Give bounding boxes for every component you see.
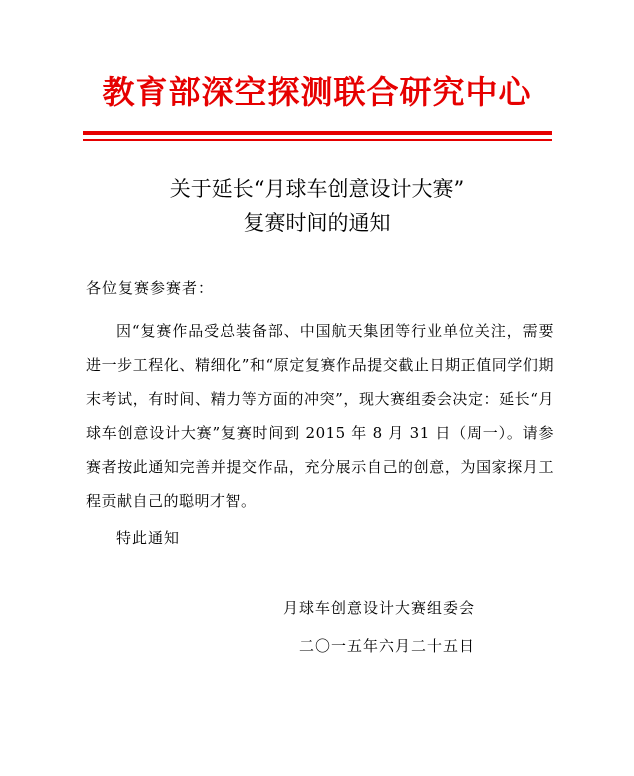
letterhead-rule-thin bbox=[83, 139, 552, 141]
signature-organization: 月球车创意设计大赛组委会 bbox=[283, 599, 476, 617]
signature-date: 二〇一五年六月二十五日 bbox=[299, 637, 476, 655]
document-title-line-1: 关于延长“月球车创意设计大赛” bbox=[169, 177, 465, 201]
document-title bbox=[0, 172, 634, 240]
letterhead-organization: 教育部深空探测联合研究中心 bbox=[102, 73, 532, 111]
closing-line: 特此通知 bbox=[116, 529, 181, 547]
document-title-line-2: 复赛时间的通知 bbox=[243, 211, 391, 235]
salutation: 各位复赛参赛者： bbox=[86, 279, 215, 297]
body-paragraph: 因“复赛作品受总装备部、中国航天集团等行业单位关注，需要进一步工程化、精细化”和“原定复赛作品提交截止日期正值同学们期末考试，有时间、精力等方面的冲突”，现大赛组委会决定：延长“月球车创意设计大赛”复赛时间到 2015 年 8 月 31 日（周一）。请参赛者按此通知完善并提交作品，充分展示自己的创意，为国家探月工程贡献自己的聪明才智。 bbox=[86, 322, 554, 510]
letterhead-rule-thick bbox=[83, 131, 552, 135]
